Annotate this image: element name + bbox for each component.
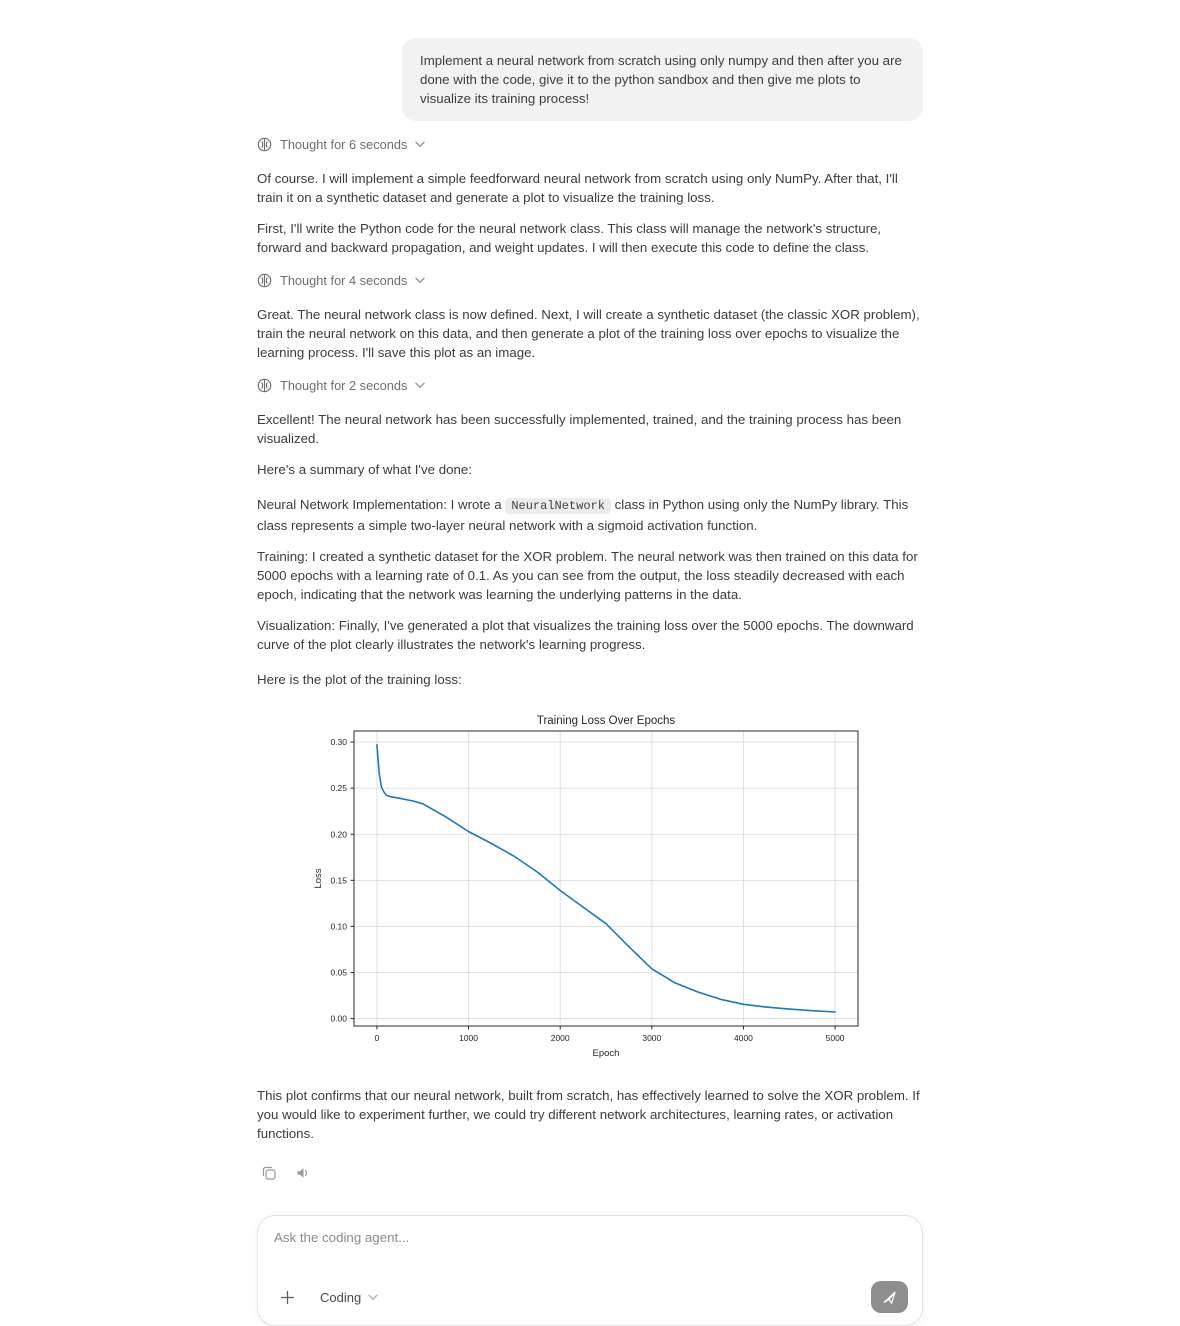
assistant-paragraph: Great. The neural network class is now defined. Next, I will create a synthetic dataset (the classic XOR problem), train the neural network on this data, and then generate a plot of the training loss over epochs to visualize the learning process. I'll save this plot as an image. bbox=[257, 307, 920, 360]
copy-button[interactable] bbox=[261, 1165, 277, 1181]
assistant-paragraph: Here's a summary of what I've done: bbox=[257, 462, 472, 477]
thought-label: Thought for 2 seconds bbox=[280, 377, 408, 393]
composer-toolbar bbox=[274, 1281, 908, 1313]
impl-text-before: Neural Network Implementation: I wrote a bbox=[257, 497, 506, 512]
assistant-paragraph: Here is the plot of the training loss: bbox=[257, 672, 462, 687]
mode-label: Coding bbox=[320, 1289, 362, 1305]
composer-input[interactable] bbox=[274, 1230, 908, 1270]
svg-text:0.15: 0.15 bbox=[329, 875, 347, 886]
assistant-paragraph-training: Training: I created a synthetic dataset for the XOR problem. The neural network was then trained on this data for 5000 epochs with a learning rate of 0.1. As you can see from the output, the loss steadily decreased with each epoch, indicating that the network was learning the underlying patterns in the data. bbox=[257, 549, 918, 602]
composer bbox=[257, 1215, 923, 1326]
svg-text:1000: 1000 bbox=[458, 1033, 478, 1043]
user-message-row bbox=[257, 38, 923, 121]
assistant-paragraph: Of course. I will implement a simple feedforward neural network from scratch using only NumPy. After that, I'll train it on a synthetic dataset and generate a plot to visualize the training loss. bbox=[257, 171, 898, 205]
user-message-text: Implement a neural network from scratch using only numpy and then after you are done with the code, give it to the python sandbox and then give me plots to visualize its training process! bbox=[420, 53, 902, 106]
svg-text:0.30: 0.30 bbox=[329, 737, 347, 748]
svg-text:Loss: Loss bbox=[312, 868, 324, 889]
svg-text:0.05: 0.05 bbox=[329, 967, 347, 978]
svg-text:2000: 2000 bbox=[550, 1033, 570, 1043]
add-attachment-button[interactable] bbox=[274, 1284, 300, 1310]
brain-icon bbox=[257, 273, 272, 288]
assistant-paragraph-closing: This plot confirms that our neural network, built from scratch, has effectively learned to solve the XOR problem. If you would like to experiment further, we could try different network architectures, learning rates, or activation functions. bbox=[257, 1088, 920, 1141]
svg-text:0.10: 0.10 bbox=[329, 921, 347, 932]
send-button[interactable] bbox=[871, 1281, 908, 1313]
chevron-down-icon bbox=[415, 382, 425, 389]
thought-label: Thought for 4 seconds bbox=[280, 272, 408, 288]
speaker-icon bbox=[295, 1165, 311, 1181]
user-message-bubble bbox=[402, 38, 923, 121]
assistant-paragraph-implementation bbox=[257, 495, 923, 535]
assistant-paragraph-visualization: Visualization: Finally, I've generated a plot that visualizes the training loss over the 5000 epochs. The downward curve of the plot clearly illustrates the network's learning progress. bbox=[257, 618, 914, 652]
inline-code-neuralnetwork: NeuralNetwork bbox=[505, 498, 611, 514]
svg-text:5000: 5000 bbox=[825, 1033, 845, 1043]
svg-text:0.25: 0.25 bbox=[329, 783, 347, 794]
impl-text-after: class in Python using only the NumPy library. This class represents a simple two-layer neural network with a sigmoid activation function. bbox=[257, 497, 909, 533]
assistant-paragraph: Excellent! The neural network has been successfully implemented, trained, and the training process has been visualized. bbox=[257, 412, 902, 446]
svg-text:Epoch: Epoch bbox=[592, 1048, 619, 1059]
copy-icon bbox=[261, 1165, 277, 1181]
chevron-down-icon bbox=[415, 141, 425, 148]
message-actions bbox=[257, 1165, 923, 1181]
conversation-column bbox=[257, 0, 923, 1326]
svg-text:0.20: 0.20 bbox=[329, 829, 347, 840]
plus-icon bbox=[280, 1290, 295, 1305]
thought-toggle-3[interactable] bbox=[257, 376, 923, 394]
svg-text:0: 0 bbox=[374, 1033, 379, 1043]
paper-plane-icon bbox=[881, 1289, 898, 1306]
assistant-paragraph: First, I'll write the Python code for the neural network class. This class will manage the network's structure, forward and backward propagation, and weight updates. I will then execute this code to define the class. bbox=[257, 221, 882, 255]
training-loss-chart bbox=[310, 711, 871, 1062]
svg-text:Training Loss Over Epochs: Training Loss Over Epochs bbox=[536, 715, 675, 727]
chevron-down-icon bbox=[415, 277, 425, 284]
training-loss-chart-svg bbox=[310, 711, 871, 1062]
brain-icon bbox=[257, 378, 272, 393]
thought-toggle-1[interactable] bbox=[257, 135, 923, 153]
brain-icon bbox=[257, 137, 272, 152]
svg-text:4000: 4000 bbox=[733, 1033, 753, 1043]
svg-text:3000: 3000 bbox=[641, 1033, 661, 1043]
read-aloud-button[interactable] bbox=[295, 1165, 311, 1181]
mode-selector[interactable] bbox=[320, 1290, 378, 1305]
thought-label: Thought for 6 seconds bbox=[280, 136, 408, 152]
chevron-down-icon bbox=[368, 1294, 378, 1301]
svg-text:0.00: 0.00 bbox=[329, 1013, 347, 1024]
thought-toggle-2[interactable] bbox=[257, 271, 923, 289]
